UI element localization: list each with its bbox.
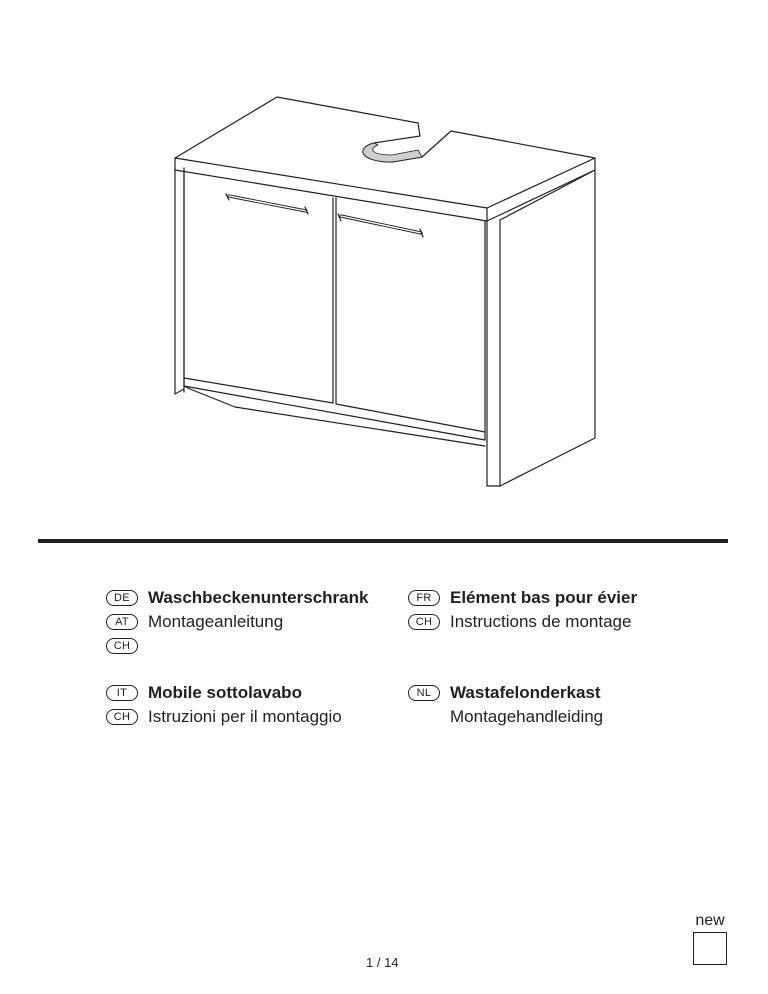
page-number: 1 / 14 <box>366 955 399 970</box>
country-badge: DE <box>106 590 138 606</box>
title-de: Waschbeckenunterschrank <box>148 588 369 607</box>
country-badge: CH <box>408 614 440 630</box>
country-badge: CH <box>106 638 138 654</box>
country-badge: CH <box>106 709 138 725</box>
new-checkbox <box>693 932 727 965</box>
subtitle-it: Istruzioni per il montaggio <box>148 707 342 726</box>
new-label: new <box>695 912 725 929</box>
title-fr: Elément bas pour évier <box>450 588 638 607</box>
subtitle-fr: Instructions de montage <box>450 612 632 631</box>
country-badge: AT <box>106 614 138 630</box>
divider-rule <box>38 539 728 543</box>
title-it: Mobile sottolavabo <box>148 683 302 702</box>
cabinet-illustration <box>150 85 630 505</box>
subtitle-nl: Montagehandleiding <box>450 707 604 726</box>
country-badge: NL <box>408 685 440 701</box>
country-badge: IT <box>106 685 138 701</box>
subtitle-de: Montageanleitung <box>148 612 284 631</box>
country-badge: FR <box>408 590 440 606</box>
title-nl: Wastafelonderkast <box>450 683 601 702</box>
